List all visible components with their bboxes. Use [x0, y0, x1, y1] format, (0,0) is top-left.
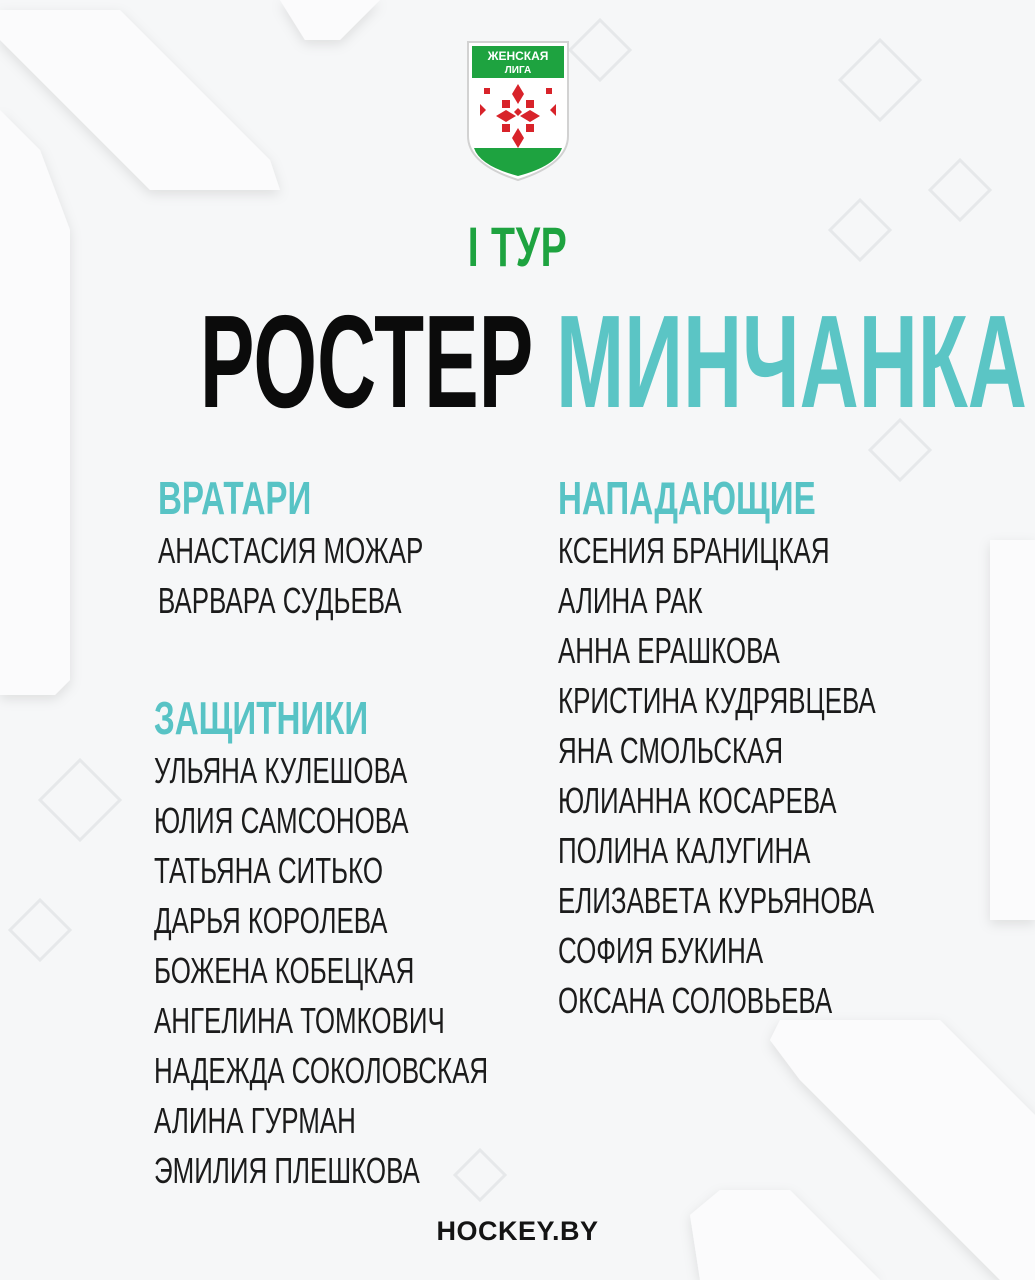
goalies-heading: ВРАТАРИ: [158, 472, 312, 524]
player-name: КРИСТИНА КУДРЯВЦЕВА: [558, 680, 876, 721]
player-name: УЛЬЯНА КУЛЕШОВА: [154, 750, 408, 791]
defenders-heading: ЗАЩИТНИКИ: [154, 692, 369, 744]
player-name: СОФИЯ БУКИНА: [558, 930, 764, 971]
player-name: ВАРВАРА СУДЬЕВА: [158, 580, 402, 621]
forwards-section: [558, 470, 876, 1026]
player-name: БОЖЕНА КОБЕЦКАЯ: [154, 950, 415, 991]
player-name: ЮЛИАННА КОСАРЕВА: [558, 780, 837, 821]
footer-site: HOCKEY.BY: [436, 1216, 599, 1246]
defenders-section: [154, 690, 488, 1196]
title-roster: РОСТЕР: [199, 288, 534, 435]
player-name: АЛИНА РАК: [558, 580, 703, 621]
title-team: МИНЧАНКА: [556, 288, 1027, 435]
player-name: ЯНА СМОЛЬСКАЯ: [558, 730, 784, 771]
logo-text-line2: ЛИГА: [504, 65, 532, 76]
tour-label: I ТУР: [467, 215, 568, 278]
goalies-section: [158, 470, 423, 626]
page-title: [199, 288, 1027, 435]
player-name: ОКСАНА СОЛОВЬЕВА: [558, 980, 833, 1021]
league-logo: [466, 40, 570, 182]
player-name: АННА ЕРАШКОВА: [558, 630, 780, 671]
player-name: АЛИНА ГУРМАН: [154, 1100, 356, 1141]
player-name: НАДЕЖДА СОКОЛОВСКАЯ: [154, 1050, 489, 1091]
player-name: ТАТЬЯНА СИТЬКО: [154, 850, 384, 891]
player-name: ЭМИЛИЯ ПЛЕШКОВА: [154, 1150, 420, 1191]
player-name: АНГЕЛИНА ТОМКОВИЧ: [154, 1000, 445, 1041]
player-name: ЮЛИЯ САМСОНОВА: [154, 800, 409, 841]
player-name: АНАСТАСИЯ МОЖАР: [158, 530, 424, 571]
player-name: ЕЛИЗАВЕТА КУРЬЯНОВА: [558, 880, 875, 921]
player-name: КСЕНИЯ БРАНИЦКАЯ: [558, 530, 830, 571]
logo-text-line1: ЖЕНСКАЯ: [487, 49, 549, 63]
player-name: ПОЛИНА КАЛУГИНА: [558, 830, 811, 871]
forwards-heading: НАПАДАЮЩИЕ: [558, 472, 816, 524]
player-name: ДАРЬЯ КОРОЛЕВА: [154, 900, 388, 941]
